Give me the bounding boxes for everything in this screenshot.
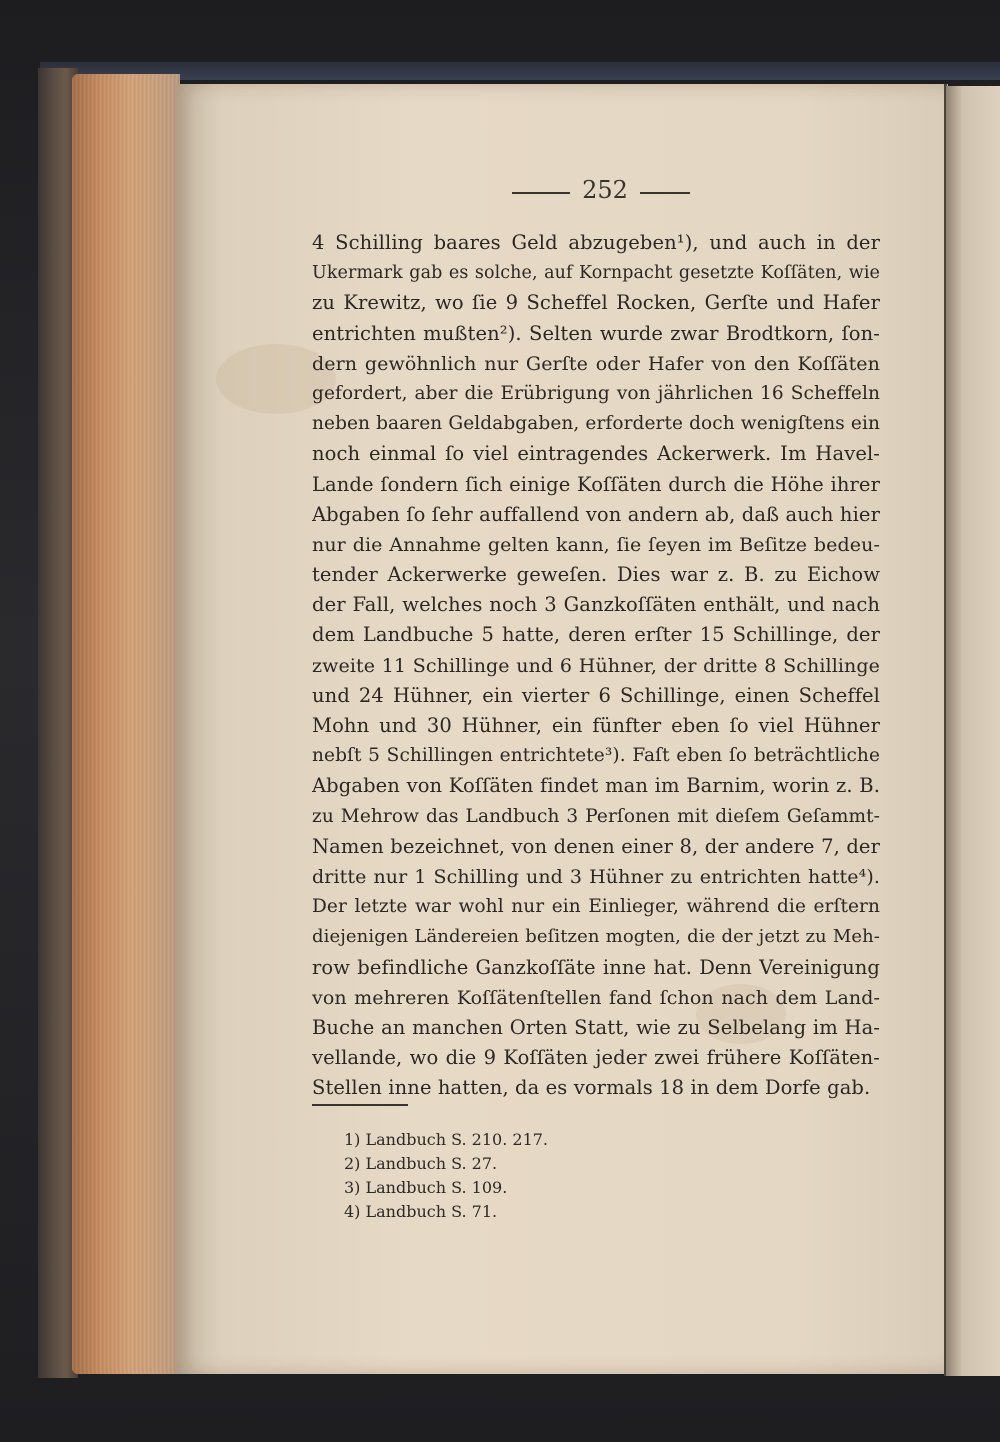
footnotes xyxy=(344,1128,744,1224)
text-line: Lande ſondern ſich einige Koſſäten durch die Höhe ihrer xyxy=(312,472,880,496)
adjacent-page-edge xyxy=(946,86,1000,1376)
text-line: entrichten mußten²). Selten wurde zwar Brodtkorn, ſon- xyxy=(312,321,880,345)
text-line: Mohn und 30 Hühner, ein fünfter eben ſo viel Hühner xyxy=(312,714,880,737)
text-line: zweite 11 Schillinge und 6 Hühner, der dritte 8 Schillinge xyxy=(312,654,880,677)
text-line: zu Krewitz, wo ſie 9 Scheffel Rocken, Gerſte und Hafer xyxy=(312,291,880,315)
footnote: 2) Landbuch S. 27. xyxy=(344,1154,498,1173)
text-line: Abgaben ſo ſehr auffallend von andern ab, daß auch hier xyxy=(312,502,880,526)
text-line: Namen bezeichnet, von denen einer 8, der andere 7, der xyxy=(312,834,880,858)
text-line: 4 Schilling baares Geld abzugeben¹), und auch in der xyxy=(312,231,880,254)
text-line: Der letzte war wohl nur ein Einlieger, während die erſtern xyxy=(312,896,880,918)
header-dash-left xyxy=(512,192,570,194)
footnote: 3) Landbuch S. 109. xyxy=(344,1178,508,1197)
page-number: 252 xyxy=(582,176,628,204)
text-line: von mehreren Koſſätenſtellen fand ſchon nach dem Land- xyxy=(312,986,880,1009)
text-line: Abgaben von Koſſäten findet man im Barnim, worin z. B. xyxy=(312,774,880,798)
text-line: noch einmal ſo viel eintragendes Ackerwerk. Im Havel- xyxy=(312,442,880,466)
text-line: Ukermark gab es solche, auf Kornpacht gesetzte Koſſäten, wie xyxy=(312,263,880,284)
body-text xyxy=(312,228,880,1103)
text-line: Stellen inne hatten, da es vormals 18 in dem Dorfe gab. xyxy=(312,1076,871,1100)
cover-top-edge xyxy=(40,62,1000,80)
text-line: row befindliche Ganzkoſſäte inne hat. Denn Vereinigung xyxy=(312,955,880,979)
footnote-rule xyxy=(312,1104,408,1106)
text-line: nebſt 5 Schillingen entrichtete³). Faſt eben ſo beträchtliche xyxy=(312,745,880,767)
header-dash-right xyxy=(640,192,690,194)
footnote: 1) Landbuch S. 210. 217. xyxy=(344,1130,549,1149)
text-line: tender Ackerwerke geweſen. Dies war z. B. zu Eichow xyxy=(312,563,880,587)
page-header xyxy=(500,176,700,212)
text-line: dern gewöhnlich nur Gerſte oder Hafer von den Koſſäten xyxy=(312,352,880,375)
text-line: nur die Annahme gelten kann, ſie ſeyen im Beſitze bedeu- xyxy=(312,533,880,556)
text-line: Buche an manchen Orten Statt, wie zu Selbelang im Ha- xyxy=(312,1015,880,1039)
page-edges xyxy=(72,74,180,1374)
text-line: der Fall, welches noch 3 Ganzkoſſäten enthält, und nach xyxy=(312,593,880,617)
text-line: dem Landbuche 5 hatte, deren erſter 15 Schillinge, der xyxy=(312,623,880,647)
footnote: 4) Landbuch S. 71. xyxy=(344,1202,498,1221)
text-line: dritte nur 1 Schilling und 3 Hühner zu entrichten hatte⁴). xyxy=(312,865,880,888)
text-line: diejenigen Ländereien beſitzen mogten, die der jetzt zu Meh- xyxy=(312,926,880,948)
text-line: zu Mehrow das Landbuch 3 Perſonen mit dieſem Geſammt- xyxy=(312,805,880,827)
text-line: neben baaren Geldabgaben, erforderte doch wenigſtens ein xyxy=(312,413,880,435)
text-line: gefordert, aber die Erübrigung von jährlichen 16 Scheffeln xyxy=(312,382,880,404)
text-line: und 24 Hühner, ein vierter 6 Schillinge, einen Scheffel xyxy=(312,683,880,707)
text-line: vellande, wo die 9 Koſſäten jeder zwei frühere Koſſäten- xyxy=(312,1046,880,1070)
